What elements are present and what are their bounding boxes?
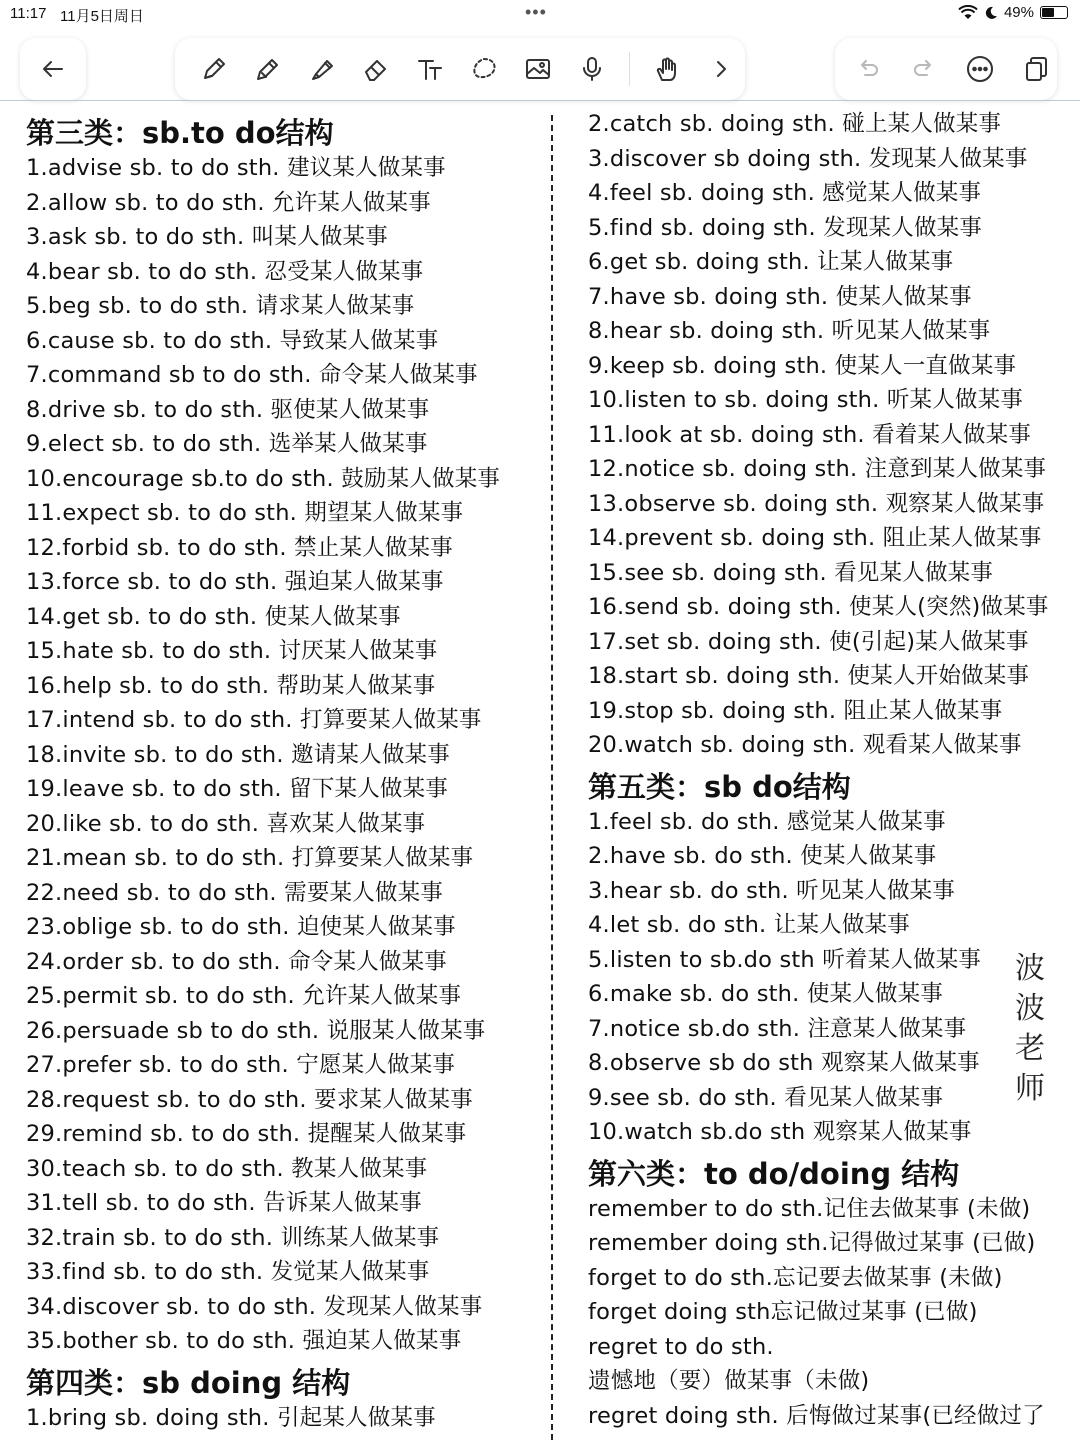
- section-heading: 第三类：sb.to do结构: [26, 116, 334, 150]
- status-date: 11月5日周日: [60, 8, 144, 25]
- pages-icon[interactable]: [1019, 52, 1053, 86]
- note-line: 2.allow sb. to do sth. 允许某人做某事: [26, 189, 431, 216]
- note-line: 10.listen to sb. doing sth. 听某人做某事: [588, 387, 1024, 413]
- note-line: 13.observe sb. doing sth. 观察某人做某事: [588, 490, 1045, 517]
- note-line: 10.encourage sb.to do sth. 鼓励某人做某事: [26, 465, 501, 492]
- note-line: 2.catch sb. doing sth. 碰上某人做某事: [588, 111, 1002, 137]
- signature-char: 老: [1015, 1031, 1045, 1066]
- note-line: 17.set sb. doing sth. 使(引起)某人做某事: [588, 628, 1029, 655]
- column-divider: [551, 115, 553, 1440]
- note-line: 6.make sb. do sth. 使某人做某事: [588, 981, 944, 1007]
- note-line: remember to do sth.记住去做某事 (未做): [588, 1195, 1031, 1222]
- note-line: 16.help sb. to do sth. 帮助某人做某事: [26, 672, 436, 699]
- chevron-right-icon[interactable]: [704, 52, 738, 86]
- note-line: 遗憾地（要）做某事（未做): [588, 1368, 870, 1394]
- undo-icon[interactable]: [851, 52, 885, 86]
- text-icon[interactable]: [413, 52, 447, 86]
- note-line: 19.leave sb. to do sth. 留下某人做某事: [26, 776, 449, 802]
- note-line: 3.hear sb. do sth. 听见某人做某事: [588, 877, 956, 904]
- note-line: regret to do sth.: [588, 1333, 774, 1360]
- note-line: 5.listen to sb.do sth 听着某人做某事: [588, 946, 982, 973]
- note-line: forget doing sth忘记做过某事 (已做): [588, 1299, 978, 1325]
- note-line: 9.elect sb. to do sth. 选举某人做某事: [26, 431, 428, 457]
- wifi-icon: [958, 5, 978, 20]
- section-heading: 第五类：sb do结构: [588, 769, 851, 804]
- toolbar-separator: [629, 52, 630, 86]
- note-line: 19.stop sb. doing sth. 阻止某人做某事: [588, 697, 1003, 724]
- note-line: 12.forbid sb. to do sth. 禁止某人做某事: [26, 534, 453, 561]
- section-heading: 第四类：sb doing 结构: [26, 1365, 351, 1400]
- note-line: 28.request sb. to do sth. 要求某人做某事: [26, 1086, 473, 1113]
- note-line: 35.bother sb. to do sth. 强迫某人做某事: [26, 1328, 462, 1354]
- note-toolbar: [0, 30, 1080, 102]
- note-line: 9.keep sb. doing sth. 使某人一直做某事: [588, 352, 1017, 379]
- note-line: 33.find sb. to do sth. 发觉某人做某事: [26, 1259, 430, 1285]
- note-line: 17.intend sb. to do sth. 打算要某人做某事: [26, 707, 482, 733]
- note-line: 4.feel sb. doing sth. 感觉某人做某事: [588, 180, 982, 206]
- status-right: [958, 4, 1068, 21]
- eraser-icon[interactable]: [359, 52, 393, 86]
- handwritten-signature: [1010, 949, 1050, 1109]
- note-page[interactable]: [0, 101, 1080, 1440]
- image-icon[interactable]: [521, 52, 555, 86]
- pencil-icon[interactable]: [251, 52, 285, 86]
- note-line: 26.persuade sb to do sth. 说服某人做某事: [26, 1017, 486, 1044]
- note-line: 7.notice sb.do sth. 注意某人做某事: [588, 1015, 967, 1042]
- note-line: 5.find sb. doing sth. 发现某人做某事: [588, 214, 983, 241]
- note-line: 6.get sb. doing sth. 让某人做某事: [588, 249, 954, 275]
- multitasking-dots[interactable]: •••: [525, 2, 547, 22]
- note-line: 20.watch sb. doing sth. 观看某人做某事: [588, 732, 1022, 758]
- moon-icon: [984, 6, 998, 20]
- note-line: 29.remind sb. to do sth. 提醒某人做某事: [26, 1121, 467, 1147]
- note-line: 16.send sb. doing sth. 使某人(突然)做某事: [588, 594, 1049, 620]
- note-line: 23.oblige sb. to do sth. 迫使某人做某事: [26, 914, 456, 940]
- tool-palette: [175, 38, 745, 100]
- note-line: 14.get sb. to do sth. 使某人做某事: [26, 603, 401, 630]
- note-line: 18.invite sb. to do sth. 邀请某人做某事: [26, 741, 450, 768]
- lasso-icon[interactable]: [467, 52, 501, 86]
- status-bar: [0, 0, 1080, 28]
- note-line: remember doing sth.记得做过某事 (已做): [588, 1230, 1036, 1256]
- note-line: 5.beg sb. to do sth. 请求某人做某事: [26, 293, 415, 319]
- note-line: 24.order sb. to do sth. 命令某人做某事: [26, 948, 447, 975]
- note-line: 2.have sb. do sth. 使某人做某事: [588, 843, 937, 869]
- note-line: 7.command sb to do sth. 命令某人做某事: [26, 362, 478, 388]
- note-line: 22.need sb. to do sth. 需要某人做某事: [26, 879, 444, 906]
- note-line: 13.force sb. to do sth. 强迫某人做某事: [26, 569, 444, 595]
- note-line: 1.advise sb. to do sth. 建议某人做某事: [26, 155, 446, 181]
- note-line: 1.feel sb. do sth. 感觉某人做某事: [588, 808, 946, 835]
- action-group: [835, 38, 1057, 100]
- battery-icon: [1040, 6, 1068, 19]
- note-line: 11.look at sb. doing sth. 看着某人做某事: [588, 421, 1032, 448]
- status-time: 11:17: [10, 5, 47, 22]
- redo-icon[interactable]: [907, 52, 941, 86]
- note-line: 8.hear sb. doing sth. 听见某人做某事: [588, 318, 991, 344]
- arrow-left-icon[interactable]: [36, 52, 70, 86]
- note-line: 1.bring sb. doing sth. 引起某人做某事: [26, 1404, 436, 1431]
- highlighter-icon[interactable]: [305, 52, 339, 86]
- note-line: 7.have sb. doing sth. 使某人做某事: [588, 283, 972, 310]
- note-line: 8.drive sb. to do sth. 驱使某人做某事: [26, 396, 430, 423]
- note-line: 9.see sb. do sth. 看见某人做某事: [588, 1084, 944, 1111]
- note-line: 30.teach sb. to do sth. 教某人做某事: [26, 1155, 428, 1182]
- note-line: 12.notice sb. doing sth. 注意到某人做某事: [588, 456, 1047, 482]
- note-line: 34.discover sb. to do sth. 发现某人做某事: [26, 1293, 483, 1320]
- note-line: 10.watch sb.do sth 观察某人做某事: [588, 1119, 972, 1145]
- note-line: 6.cause sb. to do sth. 导致某人做某事: [26, 327, 439, 354]
- microphone-icon[interactable]: [575, 52, 609, 86]
- note-line: 15.see sb. doing sth. 看见某人做某事: [588, 559, 994, 586]
- signature-char: 波: [1015, 951, 1045, 986]
- pen-icon[interactable]: [197, 52, 231, 86]
- note-line: 11.expect sb. to do sth. 期望某人做某事: [26, 500, 464, 526]
- section-heading: 第六类：to do/doing 结构: [588, 1156, 960, 1191]
- note-line: 15.hate sb. to do sth. 讨厌某人做某事: [26, 638, 438, 664]
- note-line: 32.train sb. to do sth. 训练某人做某事: [26, 1224, 440, 1251]
- note-line: regret doing sth. 后悔做过某事(已经做过了: [588, 1402, 1045, 1429]
- note-line: 4.bear sb. to do sth. 忍受某人做某事: [26, 258, 424, 285]
- battery-percent: 49%: [1003, 4, 1034, 21]
- note-line: 18.start sb. doing sth. 使某人开始做某事: [588, 663, 1030, 689]
- note-line: forget to do sth.忘记要去做某事 (未做): [588, 1264, 1003, 1291]
- note-line: 21.mean sb. to do sth. 打算要某人做某事: [26, 845, 474, 871]
- hand-touch-icon[interactable]: [650, 52, 684, 86]
- back-group: [20, 38, 86, 100]
- signature-char: 师: [1015, 1071, 1045, 1106]
- note-line: 8.observe sb do sth 观察某人做某事: [588, 1050, 980, 1076]
- note-line: 27.prefer sb. to do sth. 宁愿某人做某事: [26, 1052, 456, 1078]
- signature-char: 波: [1015, 991, 1045, 1026]
- note-line: 31.tell sb. to do sth. 告诉某人做某事: [26, 1190, 422, 1216]
- note-line: 4.let sb. do sth. 让某人做某事: [588, 912, 910, 938]
- note-line: 3.discover sb doing sth. 发现某人做某事: [588, 145, 1028, 172]
- note-line: 20.like sb. to do sth. 喜欢某人做某事: [26, 810, 426, 837]
- note-line: 25.permit sb. to do sth. 允许某人做某事: [26, 983, 462, 1009]
- note-line: 3.ask sb. to do sth. 叫某人做某事: [26, 224, 388, 250]
- more-icon[interactable]: [963, 52, 997, 86]
- note-line: 14.prevent sb. doing sth. 阻止某人做某事: [588, 525, 1042, 551]
